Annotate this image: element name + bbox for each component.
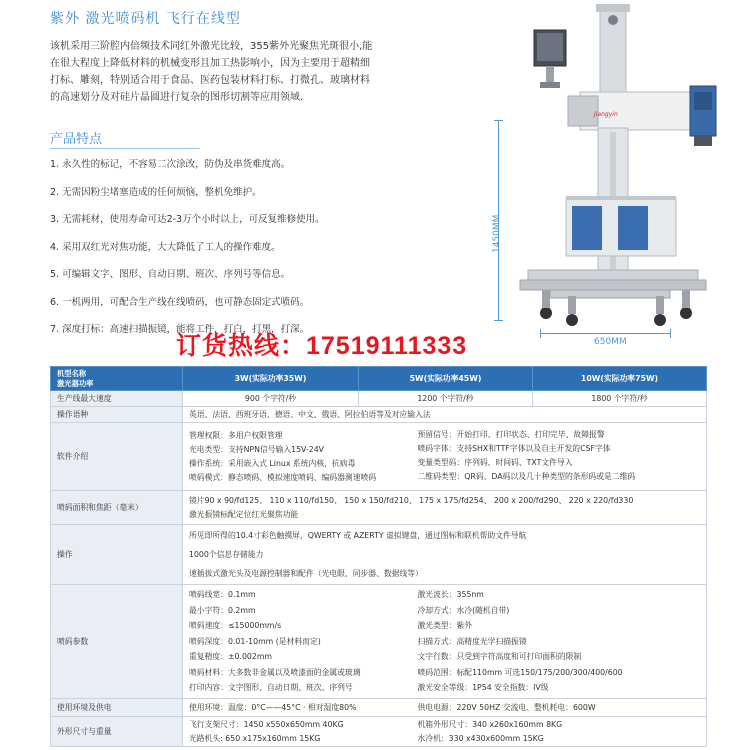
spec-label: 喷码面积和焦距（毫米） (51, 491, 183, 525)
spec-row-environment (51, 699, 707, 717)
monitor-mount (540, 82, 560, 88)
laser-head-brand: Jiangyin (594, 111, 618, 118)
spec-row-dimensions (51, 717, 707, 747)
feature-item: 3. 无需耗材，使用寿命可达2-3万个小时以上，可反复维修使用。 (50, 214, 325, 225)
spec-line: 供电电源：220V 50HZ 交流电、整机耗电：600W (417, 703, 596, 712)
galvo-window (694, 92, 712, 110)
spec-value: 1200 个字符/秒 (359, 391, 533, 407)
feature-item: 5. 可编辑文字、图形、自动日期、班次、序列号等信息。 (50, 269, 291, 280)
header-label-line2: 激光器功率 (57, 378, 94, 388)
spec-line: 喷码字体：支持SHX和TTF字体以及自主开发的CSF字体 (417, 444, 611, 453)
feature-item: 7. 深度打标：高速扫描振镜，能将工件，打白，打黑，打深。 (50, 324, 310, 335)
spec-line: 光电类型：支持NPN信号输入15V-24V (189, 444, 324, 454)
width-dimension-line (540, 333, 670, 334)
spec-line: 激光类型：紫外 (417, 621, 473, 630)
spec-value-right (417, 699, 707, 717)
caster-wheel (654, 314, 666, 326)
spec-value-left: 使用环境：温度：0°C——45°C · 相对湿度80% (183, 699, 533, 717)
spec-line: 喷码模式：静态喷码、模拟速度喷码、编码器测速喷码 (189, 472, 377, 482)
monitor-screen (537, 33, 563, 61)
spec-label: 操作语种 (51, 407, 183, 423)
intro-line: 该机采用三阶腔内倍频技术同红外激光比较，355紫外光聚焦光斑很小,能 (50, 41, 373, 52)
spec-line: 喷码线宽：0.1mm (189, 590, 256, 600)
spec-value: 900 个字符/秒 (183, 391, 359, 407)
feature-item: 2. 无需因粉尘堵塞造成的任何烦恼，整机免维护。 (50, 186, 262, 198)
intro-line: 打标、雕刻，特别适合用于食品、医药包装材料打标、打微孔、玻璃材料 (50, 75, 370, 86)
spec-row-params (51, 585, 707, 699)
spec-label: 软件介绍 (51, 423, 183, 491)
feature-item: 6. 一机两用，可配合生产线在线喷码，也可静态固定式喷码。 (50, 296, 310, 308)
spec-value: 1800 个字符/秒 (533, 391, 707, 407)
spec-header-row (51, 367, 707, 391)
column-knob (608, 15, 618, 25)
spec-line: 1000个信息存储能力 (189, 550, 264, 559)
page-title: 紫外 激光喷码机 飞行在线型 (50, 11, 241, 27)
height-dimension-label: 1450MM (492, 214, 502, 253)
spec-line: 喷码材料：大多数非金属以及喷漆面的金属或玻璃 (189, 667, 361, 677)
spec-line: 二维码类型：QR码、DA码以及几十种类型的条形码或是二维码 (417, 472, 636, 481)
cabinet-panel-right (618, 206, 648, 250)
spec-value-right (417, 585, 707, 699)
leg (568, 296, 576, 314)
monitor-arm (546, 66, 554, 84)
spec-value (183, 525, 707, 585)
intro-line: 的高速划分及对硅片晶圆进行复杂的图形切割等应用领域. (50, 92, 304, 103)
caster-wheel (540, 307, 552, 319)
spec-line: 扫描方式：高精度光学扫描振镜 (417, 636, 527, 646)
spec-row-language (51, 407, 707, 423)
intro-line: 在很大程度上降低材料的机械变形且加工热影响小，因为主要用于超精细 (50, 58, 370, 69)
spec-line: 喷码深度：0.01-10mm (是材料而定) (189, 636, 321, 646)
cabinet-stripe (566, 196, 676, 200)
spec-line: 所见即所得的10.4寸彩色触摸屏，QWERTY 或 AZERTY 虚拟键盘，通过图标和联机帮助文件导航 (189, 531, 527, 540)
spec-line: 机箱外形尺寸：340 x260x160mm 8KG (417, 720, 563, 729)
cabinet-panel-left (572, 206, 602, 250)
leg (656, 296, 664, 314)
spec-label: 外形尺寸与重量 (51, 717, 183, 747)
feature-item: 4. 采用双红光对焦功能，大大降低了工人的操作难度。 (50, 241, 281, 253)
spec-line: 管理权限：多用户权限管理 (189, 430, 283, 440)
spec-row-operation (51, 525, 707, 585)
spec-row-speed (51, 391, 707, 407)
features-underline (50, 148, 200, 149)
features-heading: 产品特点 (50, 132, 103, 147)
machine-illustration (490, 0, 750, 360)
spec-line: 光路机头: 650 x175x160mm 15KG (189, 733, 321, 743)
height-dimension-cap (494, 120, 503, 121)
width-dimension-cap (540, 329, 541, 338)
spec-line: 操作系统：采用嵌入式 Linux 系统内核，抗病毒 (189, 458, 356, 468)
spec-value (183, 491, 707, 525)
spec-line: 冷却方式：水冷(随机自带) (417, 605, 510, 615)
order-hotline: 订货热线：17519111333 (176, 332, 468, 360)
spec-label: 使用环境及供电 (51, 699, 183, 717)
caster-wheel (680, 307, 692, 319)
feature-item: 1. 永久性的标记，不容易二次涂改，防伪及串货难度高。 (50, 159, 291, 170)
spec-line: 文字行数：只受到字符高度和可打印面积的限制 (417, 652, 582, 661)
features-list (50, 151, 450, 344)
spec-line: 激光振镜标配定位红光聚焦功能 (189, 509, 299, 519)
spec-line: 打印内容：文字图形、自动日期、班次、序列号 (189, 683, 353, 693)
base-plate (520, 280, 706, 290)
caster-wheel (566, 314, 578, 326)
laser-lens (694, 136, 712, 146)
header-label-line1: 机型名称 (57, 368, 87, 378)
spec-table (50, 366, 707, 747)
spec-line: 镜片90 x 90/fd125、 110 x 110/fd150、 150 x 150/fd210、 175 x 175/fd254、 200 x 200/fd290、 220 x 220/fd330 (189, 495, 634, 505)
spec-line: 喷码范围：标配110mm 可选150/175/200/300/400/600 (417, 667, 623, 677)
spec-header-5w: 5W(实际功率45W) (359, 367, 533, 391)
spec-value: 英语、法语、西班牙语、德语、中文、俄语、阿拉伯语等及对应输入法 (183, 407, 707, 423)
spec-line: 速插拔式激光头及电源控制器和配件（光电眼、同步器、数据线等） (189, 569, 423, 578)
spec-line: 喷码速度：≤15000mm/s (189, 621, 282, 631)
spec-row-software (51, 423, 707, 491)
leg (682, 290, 690, 308)
spec-line: 水冷机：330 x430x600mm 15KG (417, 734, 544, 743)
spec-label: 生产线最大速度 (51, 391, 183, 407)
spec-header-10w: 10W(实际功率75W) (533, 367, 707, 391)
spec-header-label (51, 367, 183, 391)
spec-row-area (51, 491, 707, 525)
column-cap (596, 4, 630, 12)
intro-paragraph (50, 38, 418, 106)
width-dimension-cap (670, 329, 671, 338)
spec-line: 最小字符：0.2mm (189, 605, 256, 615)
leg (542, 290, 550, 308)
width-dimension-label: 650MM (594, 337, 627, 347)
spec-label: 喷码参数 (51, 585, 183, 699)
spec-line: 变量类型码：序列码、时间码、TXT文件导入 (417, 458, 573, 467)
spec-line: 重复精度：±0.002mm (189, 652, 273, 662)
spec-value-right (417, 717, 707, 747)
spec-line: 预留信号：开始打印、打印状态、打印完毕、故障报警 (417, 430, 605, 439)
spec-line: 飞行支架尺寸：1450 x550x650mm 40KG (189, 719, 344, 729)
spec-line: 激光波长：355nm (417, 590, 484, 599)
height-dimension-cap (494, 320, 503, 321)
spec-value-right (417, 423, 707, 491)
spec-header-3w: 3W(实际功率35W) (183, 367, 359, 391)
spec-label: 操作 (51, 525, 183, 585)
spec-line: 激光安全等级：1P54 安全指数：IV级 (417, 683, 549, 692)
